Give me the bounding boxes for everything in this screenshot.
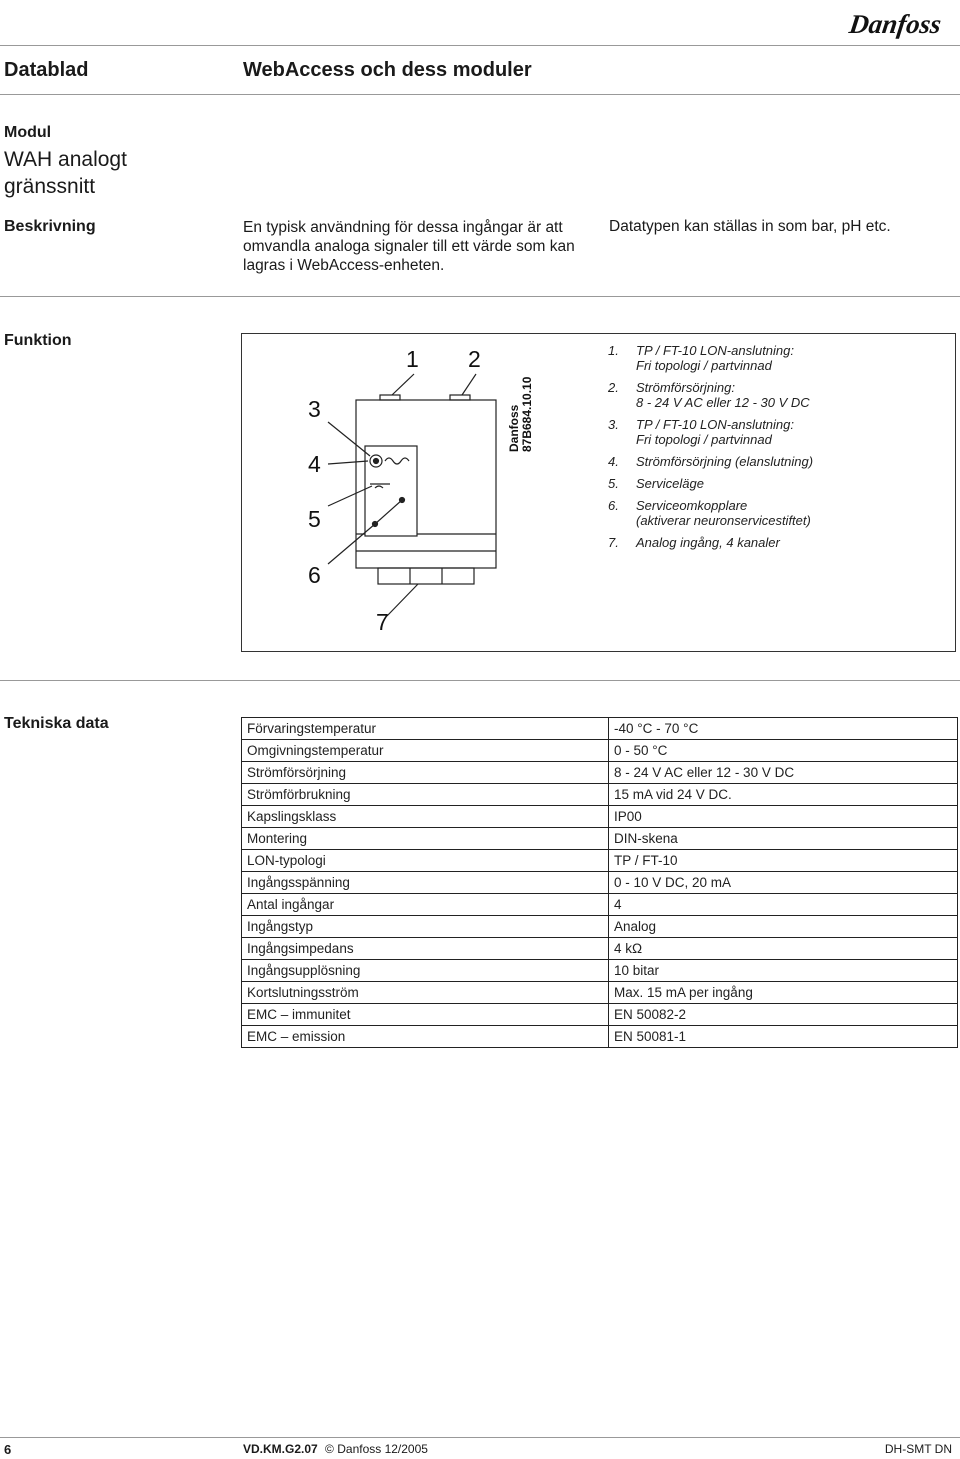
table-row: Ingångsspänning 0 - 10 V DC, 20 mA [242,872,958,894]
tech-heading: Tekniska data [4,715,109,732]
description-col1 [243,218,575,275]
description-col2: Datatypen kan ställas in som bar, pH etc. [609,218,891,235]
description-line: En typisk användning för dessa ingångar är att [243,219,563,236]
table-row: Ingångsupplösning 10 bitar [242,960,958,982]
table-row: Montering DIN-skena [242,828,958,850]
table-row: Ingångstyp Analog [242,916,958,938]
callout-2: 2 [468,346,481,372]
list-item: 2. Strömförsörjning: 8 - 24 V AC eller 12 - 30 V DC [608,380,810,410]
diagram-code-brand: Danfoss [507,404,521,452]
callout-7: 7 [376,609,389,635]
callout-3: 3 [308,396,321,422]
section-rule-tech [0,680,960,681]
module-label: Modul [4,124,52,141]
list-item: 7. Analog ingång, 4 kanaler [608,535,780,550]
table-row: Ingångsimpedans 4 kΩ [242,938,958,960]
tech-data-table [241,717,958,1048]
page-number: 6 [4,1442,12,1457]
table-row: Kortslutningsström Max. 15 mA per ingång [242,982,958,1004]
module-name-line1: WAH analogt [4,148,127,171]
description-line: lagras i WebAccess-enheten. [243,257,445,274]
footer-copyright: © Danfoss 12/2005 [325,1442,428,1456]
function-heading: Funktion [4,332,72,349]
footer-rule [0,1437,960,1438]
section-rule-function [0,296,960,297]
callout-5: 5 [308,506,321,532]
list-item: 6. Serviceomkopplare (aktiverar neuronservicestiftet) [608,498,811,528]
table-row: EMC – immunitet EN 50082-2 [242,1004,958,1026]
description-line: omvandla analoga signaler till ett värde som kan [243,238,575,255]
danfoss-logo [848,6,956,42]
list-item: 4. Strömförsörjning (elanslutning) [608,454,814,469]
callout-6: 6 [308,562,321,588]
header-rule-bottom [0,94,960,95]
function-legend-list [608,343,948,557]
module-diagram [242,334,602,651]
footer-doc-code: VD.KM.G2.07 [243,1442,318,1456]
table-row: Förvaringstemperatur -40 °C - 70 °C [242,718,958,740]
page-title: WebAccess och dess moduler [243,59,532,81]
table-row: Strömförsörjning 8 - 24 V AC eller 12 - 30 V DC [242,762,958,784]
doc-type-label: Datablad [4,59,89,81]
header-rule-top [0,45,960,46]
table-row: Omgivningstemperatur 0 - 50 °C [242,740,958,762]
callout-4: 4 [308,451,321,477]
table-row: Strömförbrukning 15 mA vid 24 V DC. [242,784,958,806]
table-row: Kapslingsklass IP00 [242,806,958,828]
table-row: Antal ingångar 4 [242,894,958,916]
description-heading: Beskrivning [4,218,96,235]
module-name-line2: gränssnitt [4,175,96,198]
module-name [4,146,127,200]
list-item: 3. TP / FT-10 LON-anslutning: Fri topologi / partvinnad [608,417,794,447]
table-row: EMC – emission EN 50081-1 [242,1026,958,1048]
svg-text:Danfoss: Danfoss [848,9,944,39]
diagram-code-number: 87B684.10.10 [520,376,534,452]
table-row: LON-typologi TP / FT-10 [242,850,958,872]
list-item: 1. TP / FT-10 LON-anslutning: Fri topologi / partvinnad [608,343,794,373]
footer-doc-info [243,1442,428,1456]
callout-1: 1 [406,346,419,372]
footer-dept: DH-SMT DN [884,1442,952,1456]
list-item: 5. Serviceläge [608,476,704,491]
